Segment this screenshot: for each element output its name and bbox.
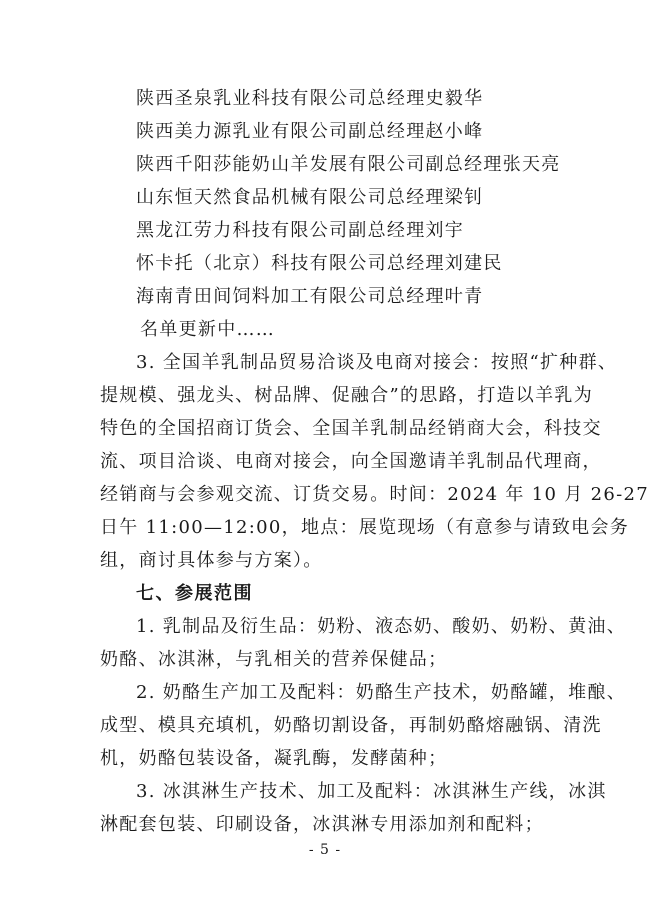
attendee-line: 陕西圣泉乳业科技有限公司总经理史毅华 — [136, 88, 484, 109]
paragraph-line: 日午 11:00—12:00，地点：展览现场（有意参与请致电会务 — [100, 517, 630, 538]
attendee-line: 山东恒天然食品机械有限公司总经理梁钊 — [136, 187, 484, 208]
list-updating-note: 名单更新中…… — [140, 319, 276, 340]
paragraph-line: 3. 全国羊乳制品贸易洽谈及电商对接会：按照“扩种群、 — [136, 352, 618, 373]
attendee-line: 海南青田间饲料加工有限公司总经理叶青 — [136, 286, 484, 307]
paragraph-line: 特色的全国招商订货会、全国羊乳制品经销商大会，科技交 — [100, 418, 602, 439]
paragraph-line: 3. 冰淇淋生产技术、加工及配料：冰淇淋生产线，冰淇 — [136, 781, 607, 802]
attendee-line: 怀卡托（北京）科技有限公司总经理刘建民 — [136, 253, 503, 274]
paragraph-line: 机，奶酪包装设备，凝乳酶，发酵菌种； — [100, 748, 448, 769]
attendee-line: 陕西千阳莎能奶山羊发展有限公司副总经理张天亮 — [136, 154, 561, 175]
section-heading: 七、参展范围 — [136, 583, 253, 604]
paragraph-line: 1. 乳制品及衍生品：奶粉、液态奶、酸奶、奶粉、黄油、 — [136, 616, 626, 637]
paragraph-line: 2. 奶酪生产加工及配料：奶酪生产技术，奶酪罐，堆酿、 — [136, 682, 626, 703]
paragraph-line: 组，商讨具体参与方案）。 — [100, 550, 323, 571]
paragraph-line: 经销商与会参观交流、订货交易。时间：2024 年 10 月 26-27 — [100, 484, 649, 505]
paragraph-line: 提规模、强龙头、树品牌、促融合”的思路，打造以羊乳为 — [100, 385, 593, 406]
paragraph-line: 淋配套包装、印刷设备，冰淇淋专用添加剂和配料； — [100, 814, 544, 835]
attendee-line: 黑龙江劳力科技有限公司副总经理刘宇 — [136, 220, 465, 241]
paragraph-line: 流、项目洽谈、电商对接会，向全国邀请羊乳制品代理商， — [100, 451, 602, 472]
paragraph-line: 奶酪、冰淇淋，与乳相关的营养保健品； — [100, 649, 448, 670]
page-number: - 5 - — [308, 842, 342, 858]
attendee-line: 陕西美力源乳业有限公司副总经理赵小峰 — [136, 121, 484, 142]
paragraph-line: 成型、模具充填机，奶酪切割设备，再制奶酪熔融锅、清洗 — [100, 715, 602, 736]
